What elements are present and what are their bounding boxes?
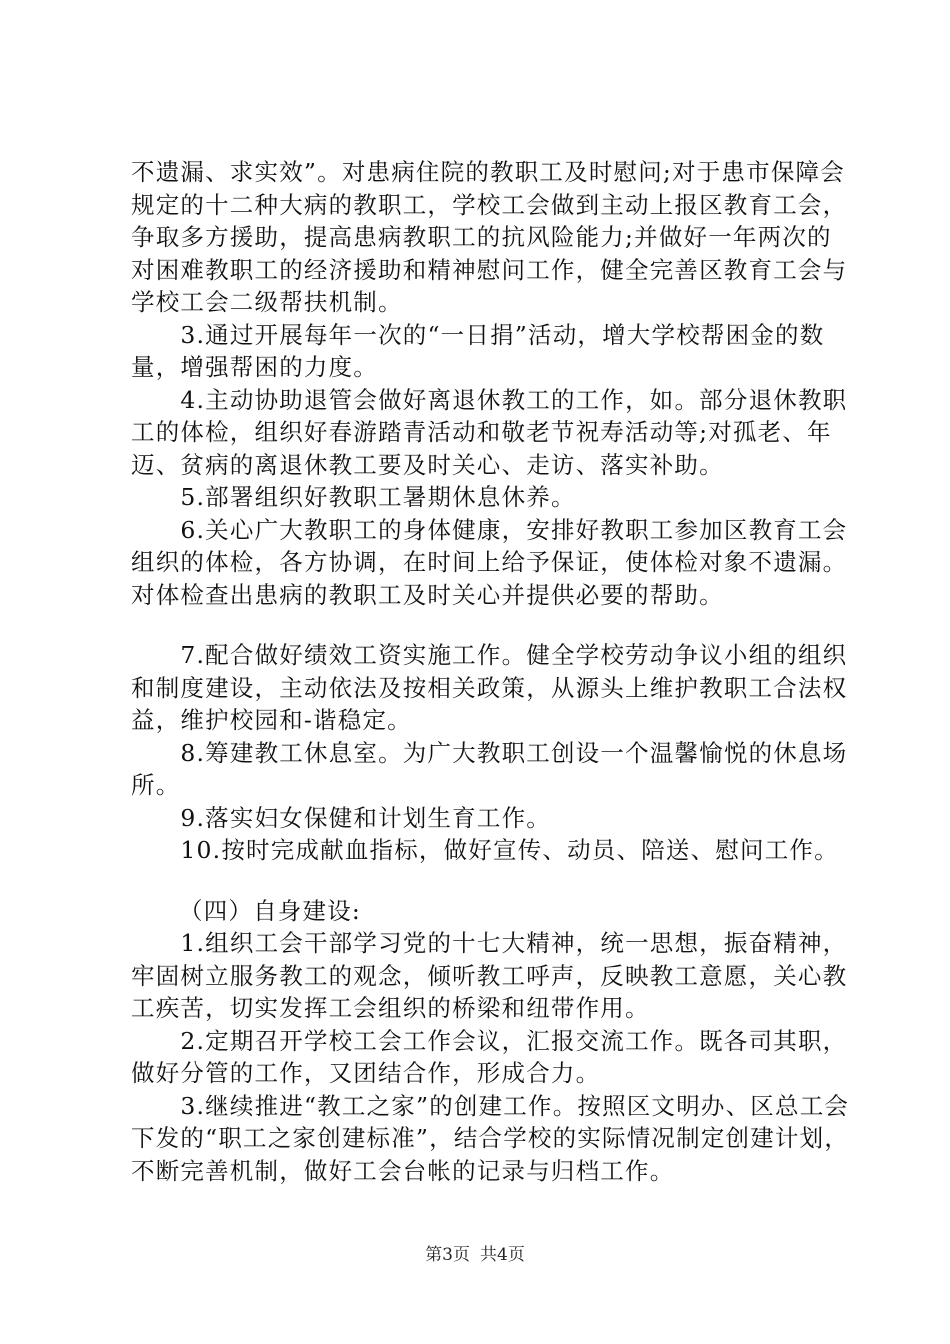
paragraph-item-9: 9.落实妇女保健和计划生育工作。 [180, 803, 551, 832]
paragraph-item-6: 6.关心广大教职工的身体健康，安排好教职工参加区教育工会组织的体检，各方协调，在时间上给予保证，使体检对象不遗漏。对体检查出患病的教职工及时关心并提供必要的帮助。 [131, 515, 848, 609]
paragraph-item-8: 8.筹建教工休息室。为广大教职工创设一个温馨愉悦的休息场所。 [131, 738, 848, 799]
paragraph-item-7: 7.配合做好绩效工资实施工作。健全学校劳动争议小组的组织和制度建设，主动依法及按相关政策，从源头上维护教职工合法权益，维护校园和-谐稳定。 [131, 641, 848, 734]
paragraph-item-3: 3.通过开展每年一次的“一日捐”活动，增大学校帮困金的数量，增强帮困的力度。 [131, 320, 825, 381]
paragraph-self-building-1: 1.组织工会干部学习党的十七大精神，统一思想，振奋精神，牢固树立服务教工的观念，倾听教工呼声，反映教工意愿，关心教工疾苦，切实发挥工会组织的桥梁和纽带作用。 [131, 929, 848, 1022]
page-footer [0, 1244, 950, 1266]
paragraph-self-building-2: 2.定期召开学校工会工作会议，汇报交流工作。既各司其职，做好分管的工作，又团结合作，形成合力。 [131, 1026, 848, 1087]
paragraph-item-5: 5.部署组织好教职工暑期休息休养。 [180, 483, 576, 511]
page-number: 第3页 [425, 1245, 470, 1265]
paragraph-item-10: 10.按时完成献血指标，做好宣传、动员、陪送、慰问工作。 [180, 836, 839, 864]
page-total: 共4页 [480, 1245, 525, 1265]
section-heading: （四）自身建设: [179, 896, 362, 925]
document-body [131, 156, 856, 1187]
paragraph-item-4: 4.主动协助退管会做好离退休教工的工作，如。部分退休教职工的体检，组织好春游踏青活动和敬老节祝寿活动等;对孤老、年迈、贫病的离退休教工要及时关心、走访、落实补助。 [131, 385, 848, 479]
paragraph-self-building-3: 3.继续推进“教工之家”的创建工作。按照区文明办、区总工会下发的“职工之家创建标准”，结合学校的实际情况制定创建计划，不断完善机制，做好工会台帐的记录与归档工作。 [131, 1091, 850, 1185]
paragraph-continuation: 不遗漏、求实效”。对患病住院的教职工及时慰问;对于患市保障会规定的十二种大病的教职工，学校工会做到主动上报区教育工会，争取多方援助，提高患病教职工的抗风险能力;并做好一年两次的对困难教职工的经济援助和精神慰问工作，健全完善区教育工会与学校工会二级帮扶机制。 [131, 158, 848, 316]
